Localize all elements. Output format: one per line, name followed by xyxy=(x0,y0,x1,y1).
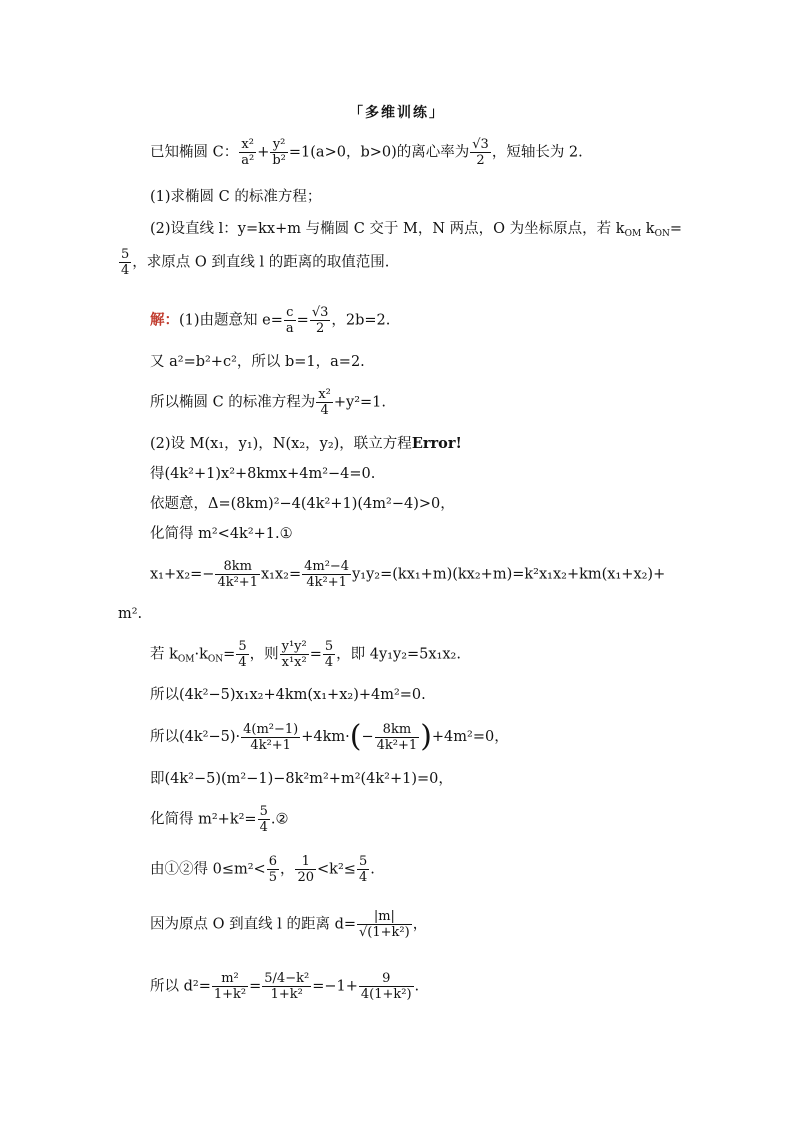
numerator: √3 xyxy=(311,305,329,320)
numerator: 8km xyxy=(382,721,412,737)
denominator: 4 xyxy=(324,655,334,670)
fraction xyxy=(284,306,296,335)
solution-text: 由①②得 0≤m²< xyxy=(150,861,266,878)
denominator: a² xyxy=(241,153,255,168)
solution-line-3 xyxy=(150,388,386,417)
numerator: |m| xyxy=(373,909,395,924)
subscript: OM xyxy=(177,654,195,665)
fraction xyxy=(239,138,256,167)
numerator: c xyxy=(286,305,294,320)
solution-line-8 xyxy=(150,560,665,589)
question-2: (2)设直线 l：y=kx+m 与椭圆 C 交于 M，N 两点，O 为坐标原点，若 $k_{OM}$ $k_{ON}=$ xyxy=(150,221,682,239)
solution-line-6: 依题意，Δ=(8km)²−4(4k²+1)(4m²−4)>0， xyxy=(150,496,455,512)
subscript: ON xyxy=(654,229,670,239)
numerator: 1 xyxy=(301,854,310,869)
denominator: √(1+k²) xyxy=(359,925,410,940)
denominator: 4k²+1 xyxy=(217,575,258,590)
denominator: 4 xyxy=(316,402,333,417)
denominator: 4k²+1 xyxy=(376,737,418,753)
fraction xyxy=(323,640,335,669)
fraction xyxy=(375,723,420,752)
solution-text: +4km· xyxy=(301,729,350,745)
numerator: 4(m²−1) xyxy=(243,721,299,737)
solution-line-16 xyxy=(150,972,419,1001)
solution-text: . xyxy=(414,978,420,995)
solution-line-4 xyxy=(150,437,462,452)
question-2-continued xyxy=(118,248,389,277)
denominator: 4k²+1 xyxy=(241,737,300,752)
fraction xyxy=(212,972,248,1001)
solution-text: y₁y₂=(kx₁+m)(kx₂+m)=k²x₁x₂+km(x₁+x₂)+ xyxy=(352,566,666,583)
problem-text: ，短轴长为 2. xyxy=(491,144,583,161)
fraction xyxy=(241,723,300,752)
solution-text: 若 k xyxy=(150,646,178,663)
denominator: 4 xyxy=(238,655,247,670)
problem-text: 已知椭圆 C： xyxy=(150,144,239,161)
problem-text: ，求原点 O 到直线 l 的距离的取值范围. xyxy=(132,254,390,271)
right-paren: ) xyxy=(420,719,432,754)
fraction xyxy=(236,640,248,669)
numerator: 6 xyxy=(268,854,277,869)
fraction xyxy=(316,388,333,417)
denominator: 2 xyxy=(310,320,331,335)
solution-text: ，则 xyxy=(249,646,279,663)
problem-text: =1(a>0，b>0)的离心率为 xyxy=(288,144,470,161)
numerator: x² xyxy=(241,137,254,152)
numerator: x² xyxy=(318,387,331,402)
subscript: OM xyxy=(624,229,642,239)
problem-line-1: 已知椭圆 C： $\frac{\text{x²}}{\text{a²}}$ + $\frac{\text{y²}}{\text{b²}}$ =1(a>0，b>0)的离心率为 $\frac{√3}{2}$ ，短轴长为 2. xyxy=(150,137,583,168)
denominator: 4 xyxy=(358,870,368,885)
solution-text: +4m²=0， xyxy=(431,729,509,745)
denominator: 20 xyxy=(297,870,315,885)
fraction xyxy=(262,972,311,1001)
solution-line-2: 又 a²=b²+c²，所以 b=1，a=2. xyxy=(150,354,365,370)
problem-text: (2)设直线 l：y=kx+m 与椭圆 C 交于 M，N 两点，O 为坐标原点，若 k xyxy=(150,221,625,237)
fraction xyxy=(310,306,331,335)
denominator: x¹x² xyxy=(280,654,309,669)
fraction xyxy=(470,138,491,167)
solution-text: x₁x₂= xyxy=(260,566,302,583)
subscript: ON xyxy=(207,654,224,665)
error-text: Error! xyxy=(411,435,462,452)
solution-line-12: 即(4k²−5)(m²−1)−8k²m²+m²(4k²+1)=0， xyxy=(150,771,453,787)
solution-text: (1)由题意知 e= xyxy=(179,312,283,329)
solution-text: (2)设 M(x₁，y₁)，N(x₂，y₂)，联立方程 xyxy=(150,436,412,452)
numerator: 5 xyxy=(358,854,368,869)
denominator: 4k²+1 xyxy=(302,574,351,589)
solution-line-1: 解：(1)由题意知 e= $\frac{c}{a}$ = $\frac{√3}{2}$ ，2b=2. xyxy=(150,305,391,336)
numerator: m² xyxy=(221,971,239,986)
solution-text: 所以(4k²−5)· xyxy=(150,729,241,745)
fraction xyxy=(270,138,288,167)
numerator: √3 xyxy=(472,137,489,152)
fraction xyxy=(267,855,279,884)
fraction xyxy=(357,910,412,939)
solution-text: +y²=1. xyxy=(333,394,386,411)
solution-line-11: 所以(4k²−5)· $\frac{\text{4(m²−1)}}{\text{4k²+1}}$ +4km·(− $\frac{8km}{\text{4k²+1}}$ )+4m²=0， xyxy=(150,719,509,754)
denominator: a xyxy=(285,321,294,336)
numerator: 4m²−4 xyxy=(304,559,350,574)
solution-text: 所以 d²= xyxy=(150,978,211,995)
fraction xyxy=(302,560,351,589)
solution-text: =−1+ xyxy=(312,978,358,995)
denominator: 1+k² xyxy=(262,986,311,1001)
fraction xyxy=(357,855,369,884)
solution-text: ， xyxy=(279,861,295,878)
denominator: 4(1+k²) xyxy=(360,987,412,1002)
solution-line-9: 若 $k_{OM}\cdot k_{ON}=$ $\frac{5}{4}$ ，则 $\frac{\text{y¹y²}}{\text{x¹x²}}$ = $\frac{5}{4}$ ，即 4y₁y₂=5x₁x₂. xyxy=(150,639,461,670)
fraction xyxy=(295,855,316,884)
solution-text: ，2b=2. xyxy=(331,312,391,329)
solution-line-15 xyxy=(150,910,427,939)
solution-line-7: 化简得 m²<4k²+1.① xyxy=(150,526,293,542)
solution-text: = xyxy=(249,978,262,995)
numerator: 9 xyxy=(382,971,391,986)
solution-text: = xyxy=(223,646,236,663)
solution-text: .② xyxy=(270,811,289,828)
solution-line-14 xyxy=(150,855,375,884)
problem-text: = xyxy=(669,221,682,237)
solution-text: = xyxy=(309,646,322,663)
denominator: 1+k² xyxy=(213,987,247,1002)
solution-text: x₁+x₂=− xyxy=(150,566,215,583)
solution-text: 化简得 m²+k²= xyxy=(150,811,257,828)
denominator: 5 xyxy=(268,870,277,885)
solution-line-8-continued: m². xyxy=(118,606,143,622)
denominator: 4 xyxy=(121,263,130,278)
numerator: y¹y² xyxy=(281,639,307,654)
section-title: 「多维训练」 xyxy=(349,105,445,121)
numerator: 5 xyxy=(324,639,334,654)
fraction xyxy=(280,640,309,669)
solution-text: <k²≤ xyxy=(317,861,356,878)
fraction xyxy=(359,972,414,1001)
solution-line-5: 得(4k²+1)x²+8kmx+4m²−4=0. xyxy=(150,466,376,482)
solution-text: 所以椭圆 C 的标准方程为 xyxy=(150,394,316,411)
denominator: 2 xyxy=(470,152,491,167)
solution-text: ，即 4y₁y₂=5x₁x₂. xyxy=(336,646,461,663)
numerator: 5 xyxy=(238,639,247,654)
question-1: (1)求椭圆 C 的标准方程； xyxy=(150,189,322,205)
solution-text: ， xyxy=(412,916,428,933)
numerator: 8km xyxy=(223,559,252,574)
numerator: 5 xyxy=(121,247,130,262)
solution-line-13 xyxy=(150,805,288,834)
solution-text: 因为原点 O 到直线 l 的距离 d= xyxy=(150,916,357,933)
left-paren: ( xyxy=(349,719,362,754)
fraction xyxy=(258,805,270,834)
denominator: b² xyxy=(272,153,286,168)
numerator: 5/4−k² xyxy=(264,971,310,986)
fraction xyxy=(215,560,260,589)
numerator: y² xyxy=(272,137,286,152)
solution-line-10: 所以(4k²−5)x₁x₂+4km(x₁+x₂)+4m²=0. xyxy=(150,687,426,703)
solution-label: 解： xyxy=(150,311,179,329)
numerator: 5 xyxy=(259,804,268,819)
fraction xyxy=(119,248,131,277)
denominator: 4 xyxy=(259,820,268,835)
solution-text: . xyxy=(370,861,375,878)
